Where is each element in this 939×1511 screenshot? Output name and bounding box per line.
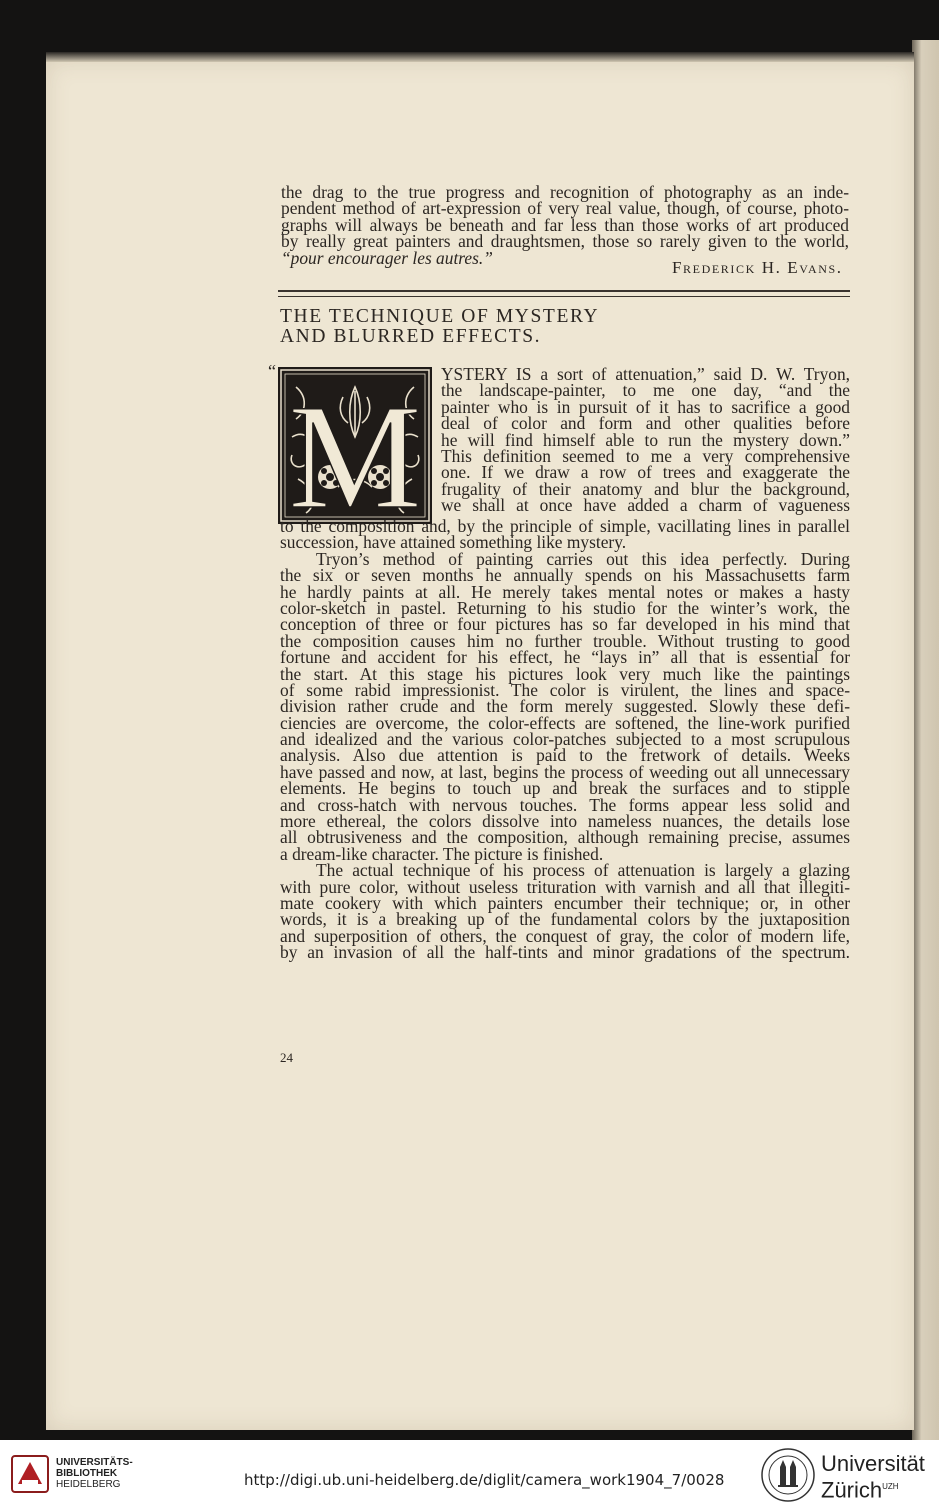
library-name — [56, 1457, 133, 1490]
text-line: with pure color, without useless trituration with varnish and all that illegiti- — [280, 876, 850, 897]
library-logo-icon — [10, 1454, 50, 1494]
text-line: of some rabid impressionist. The color is virulent, the lines and space- — [280, 679, 850, 700]
page-number: 24 — [280, 1050, 293, 1065]
article-heading — [280, 307, 840, 347]
text-line: frugality of their anatomy and blur the background, — [441, 478, 850, 499]
text-line: the landscape-painter, to me one day, “and the — [441, 380, 850, 401]
text-line: Tryon’s method of painting carries out this idea perfectly. During — [316, 548, 850, 569]
heading-line-1: THE TECHNIQUE OF MYSTERY — [280, 306, 600, 327]
university-name-line-1: Universität — [821, 1451, 925, 1476]
university-seal-icon — [760, 1447, 816, 1503]
text-line: and idealized and the various color-patches subjected to a most scrupulous — [280, 729, 850, 750]
text-line: analysis. Also due attention is paid to the fretwork of details. Weeks — [280, 745, 850, 766]
text-line: graphs will always be beneath and far less than those works of art produced — [281, 214, 849, 235]
text-line: the six or seven months he annually spends on his Massachusetts farm — [280, 565, 850, 586]
text-line: fortune and accident for his effect, he “lays in” all that is essential for — [280, 647, 850, 668]
text-line: color-sketch in pastel. Returning to his studio for the winter’s work, the — [280, 597, 850, 618]
text-line: the drag to the true progress and recognition of photography as an inde- — [281, 182, 849, 202]
text-line: division rather crude and the form merely suggested. Slowly these defi- — [280, 696, 850, 717]
text-line: more ethereal, the colors dissolve into nameless nuances, the details lose — [280, 811, 850, 832]
library-name-line-1: UNIVERSITÄTS- — [56, 1457, 133, 1468]
text-line: This definition seemed to me a very comprehensive — [441, 445, 850, 466]
text-line: YSTERY IS a sort of attenuation,” said D. W. Tryon, — [441, 364, 850, 384]
text-line: succession, have attained something like mystery. — [280, 532, 627, 553]
text-line: a dream-like character. The picture is finished. — [280, 843, 604, 864]
dropcap-letter: M — [288, 374, 422, 524]
text-line: mate cookery with which painters encumber their technique; or, in other — [280, 892, 850, 913]
library-name-line-3: HEIDELBERG — [56, 1479, 121, 1490]
article-body — [280, 518, 850, 961]
dropcap-ornament-icon — [278, 367, 432, 524]
text-line: we shall at once have added a charm of vagueness — [441, 495, 850, 516]
text-line: he hardly paints at all. He merely takes mental notes or makes a hasty — [280, 581, 850, 602]
ornamental-dropcap — [278, 367, 432, 524]
text-line: the composition causes him no further trouble. Without trusting to good — [280, 630, 850, 651]
library-name-line-2: BIBLIOTHEK — [56, 1468, 118, 1479]
text-line: pendent method of art-expression of very real value, though, of course, photo- — [281, 198, 849, 219]
text-line: ciencies are overcome, the color-effects are softened, the line-work purified — [280, 712, 850, 733]
page-top-shadow — [46, 52, 914, 62]
opening-quote: “ — [268, 361, 276, 381]
text-line: elements. He begins to touch up and break the surfaces and to stipple — [280, 778, 850, 799]
text-line: and superposition of others, the conquest of gray, the color of modern life, — [280, 925, 850, 946]
university-name — [821, 1452, 925, 1501]
text-line: painter who is in pursuit of it has to sacrifice a good — [441, 396, 850, 417]
section-rule-thick — [278, 290, 850, 292]
author-signature: Frederick H. Evans. — [672, 258, 843, 277]
text-line: have passed and now, at last, begins the process of weeding out all unnecessary — [280, 761, 850, 782]
text-line: words, it is a breaking up of the fundamental colors by the juxtaposition — [280, 909, 850, 930]
university-name-text: Zürich — [821, 1477, 883, 1503]
section-rule-thin — [278, 296, 850, 297]
text-line: deal of color and form and other qualities before — [441, 413, 850, 434]
text-line: by an invasion of all the half-tints and minor gradations of the spectrum. — [280, 942, 850, 963]
source-url-link[interactable]: http://digi.ub.uni-heidelberg.de/diglit/camera_work1904_7/0028 — [244, 1471, 725, 1489]
text-line: “pour encourager les autres.” — [281, 247, 493, 268]
text-line: one. If we draw a row of trees and exaggerate the — [441, 462, 850, 483]
text-line: the start. At this stage his pictures look very much like the paintings — [280, 663, 850, 684]
text-line: by really great painters and draughtsmen, those so rarely given to the world, — [281, 231, 849, 252]
text-line: all obtrusiveness and the composition, although remaining precise, assumes — [280, 827, 850, 848]
university-abbrev: UZH — [882, 1482, 899, 1491]
text-line: conception of three or four pictures has so far developed in his mind that — [280, 614, 850, 635]
dropcap-paragraph — [441, 366, 850, 514]
heading-line-2: AND BLURRED EFFECTS. — [280, 326, 542, 347]
text-line: and cross-hatch with nervous touches. The forms appear less solid and — [280, 794, 850, 815]
text-line: The actual technique of his process of attenuation is largely a glazing — [316, 860, 850, 881]
intro-paragraph — [281, 184, 849, 266]
next-page-edge — [912, 40, 939, 1440]
university-name-line-2 — [821, 1475, 925, 1501]
text-line: he will find himself able to run the mystery down.” — [441, 429, 850, 450]
digitization-footer — [0, 1440, 939, 1511]
text-line: to the composition and, by the principle of simple, vacillating lines in parallel — [280, 516, 850, 536]
